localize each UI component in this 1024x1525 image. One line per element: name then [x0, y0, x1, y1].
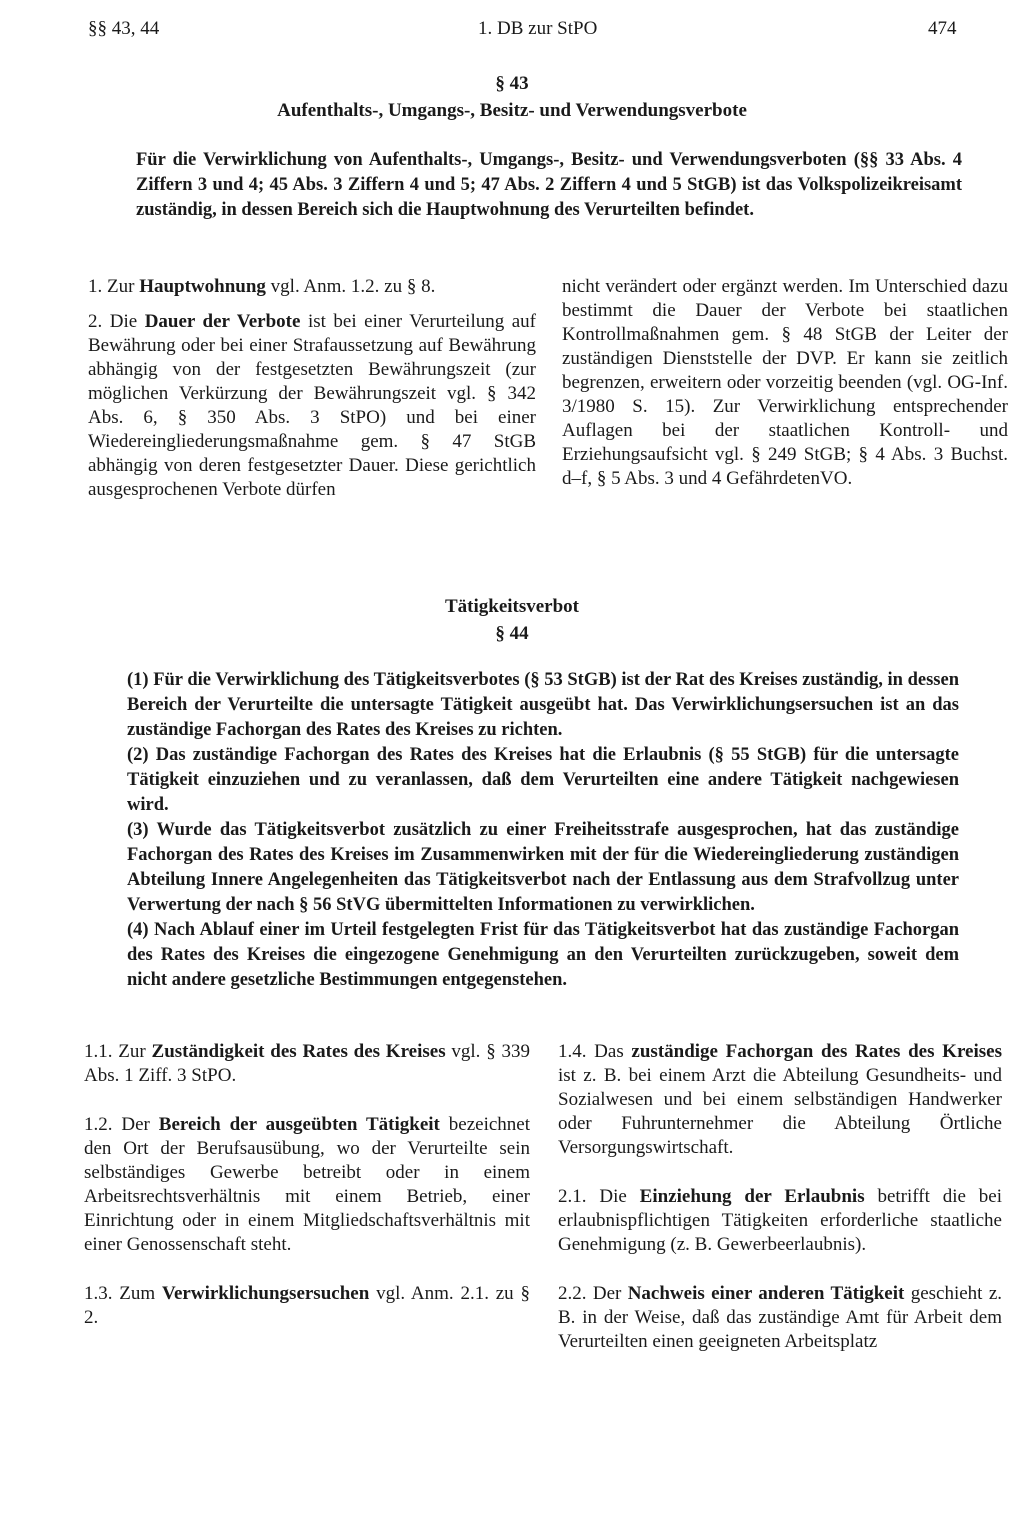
section-43-annotations-left	[88, 275, 536, 502]
annotation-2-2: 2.2. Der Nachweis einer anderen Tätigkeit geschieht z. B. in der Weise, daß das zuständige Amt für Arbeit dem Verurteilten einen geeigneten Arbeitsplatz	[558, 1283, 1002, 1352]
paragraph-1: (1) Für die Verwirklichung des Tätigkeitsverbotes (§ 53 StGB) ist der Rat des Kreises zuständig, in dessen Bereich der Verurteilte die untersagte Tätigkeit ausgeübt hat. Das Verwirklichungsersuchen ist an das zuständige Fachorgan des Rates des Kreises zu richten.	[127, 670, 959, 740]
annotation-2-continued: nicht verändert oder ergänzt werden. Im Unterschied dazu bestimmt die Dauer der Verbote bei staatlichen Kontrollmaßnahmen gem. § 48 StGB der Leiter der zuständigen Dienststelle der DVP. Er kann sie zeitlich begrenzen, erweitern oder vorzeitig beenden (vgl. OG-Inf. 3/1980 S. 15). Zur Verwirklichung entsprechender Auflagen bei der staatlichen Kontroll- und Erziehungsaufsicht vgl. § 249 StGB; § 4 Abs. 3 Buchst. d–f, § 5 Abs. 3 und 4 GefährdetenVO.	[562, 276, 1008, 489]
section-43-number: § 43	[495, 73, 529, 94]
running-head-title: 1. DB zur StPO	[478, 18, 598, 39]
annotation-1-3: 1.3. Zum Verwirklichungsersuchen vgl. Anm. 2.1. zu § 2.	[84, 1283, 530, 1328]
paragraph-2: (2) Das zuständige Fachorgan des Rates des Kreises hat die Erlaubnis (§ 55 StGB) für die untersagte Tätigkeit einzuziehen und zu veranlassen, daß dem Verurteilten eine andere Tätigkeit nachgewiesen wird.	[127, 745, 959, 815]
section-44-title: Tätigkeitsverbot	[444, 596, 580, 617]
section-44-annotations-left	[84, 1040, 530, 1330]
annotation-2: 2. Die Dauer der Verbote ist bei einer Verurteilung auf Bewährung oder bei einer Strafaussetzung auf Bewährung abhängig von der festgesetzten Bewährungszeit (zur möglichen Verkürzung der Bewährungszeit vgl. § 342 Abs. 6, § 350 Abs. 3 StPO) und bei einer Wiedereingliederungsmaßnahme gem. § 47 StGB abhängig von deren festgesetzter Dauer. Diese gerichtlich ausgesprochenen Verbote dürfen	[88, 311, 537, 500]
section-44-annotations-right	[558, 1040, 1002, 1354]
annotation-1-4: 1.4. Das zuständige Fachorgan des Rates des Kreises ist z. B. bei einem Arzt die Abteilung Gesundheits- und Sozialwesen und bei einem selbständigen Handwerker oder Fuhrunternehmer die Abteilung Örtliche Versorgungswirtschaft.	[558, 1041, 1002, 1158]
section-43-text: Für die Verwirklichung von Aufenthalts-, Umgangs-, Besitz- und Verwendungsverboten (§§ 33 Abs. 4 Ziffern 3 und 4; 45 Abs. 3 Ziffern 4 und 5; 47 Abs. 2 Ziffern 4 und 5 StGB) ist das Volkspolizeikreisamt zuständig, in dessen Bereich sich die Hauptwohnung des Verurteilten befindet.	[136, 150, 962, 220]
section-43-annotations-right	[562, 275, 1008, 491]
section-44-number: § 44	[495, 623, 529, 644]
section-43-title: Aufenthalts-, Umgangs-, Besitz- und Verwendungsverbote	[277, 100, 747, 121]
running-head-sections: §§ 43, 44	[88, 18, 160, 39]
page-number: 474	[928, 18, 957, 39]
annotation-2-1: 2.1. Die Einziehung der Erlaubnis betrifft die bei erlaubnispflichtigen Tätigkeiten erforderliche staatliche Genehmigung (z. B. Gewerbeerlaubnis).	[558, 1186, 1002, 1255]
section-44-text	[127, 668, 959, 993]
paragraph-4: (4) Nach Ablauf einer im Urteil festgelegten Frist für das Tätigkeitsverbot hat das zuständige Fachorgan des Rates des Kreises die eingezogene Genehmigung an den Verurteilten zurückzugeben, soweit dem nicht andere gesetzliche Bestimmungen entgegenstehen.	[127, 920, 959, 990]
annotation-1-1: 1.1. Zur Zuständigkeit des Rates des Kreises vgl. § 339 Abs. 1 Ziff. 3 StPO.	[84, 1041, 530, 1086]
annotation-1-2: 1.2. Der Bereich der ausgeübten Tätigkeit bezeichnet den Ort der Berufsausübung, wo der Verurteilte sein selbständiges Gewerbe betreibt oder in einem Arbeitsrechtsverhältnis mit einem Betrieb, einer Einrichtung oder in einem Mitgliedschaftsverhältnis mit einer Genossenschaft steht.	[84, 1114, 530, 1255]
paragraph-3: (3) Wurde das Tätigkeitsverbot zusätzlich zu einer Freiheitsstrafe ausgesprochen, hat das zuständige Fachorgan des Rates des Kreises im Zusammenwirken mit der für die Wiedereingliederung zuständigen Abteilung Innere Angelegenheiten das Tätigkeitsverbot nach der Entlassung aus dem Strafvollzug unter Verwertung der nach § 56 StVG übermittelten Informationen zu verwirklichen.	[127, 820, 959, 915]
annotation-1: 1. Zur Hauptwohnung vgl. Anm. 1.2. zu § 8.	[88, 276, 436, 297]
